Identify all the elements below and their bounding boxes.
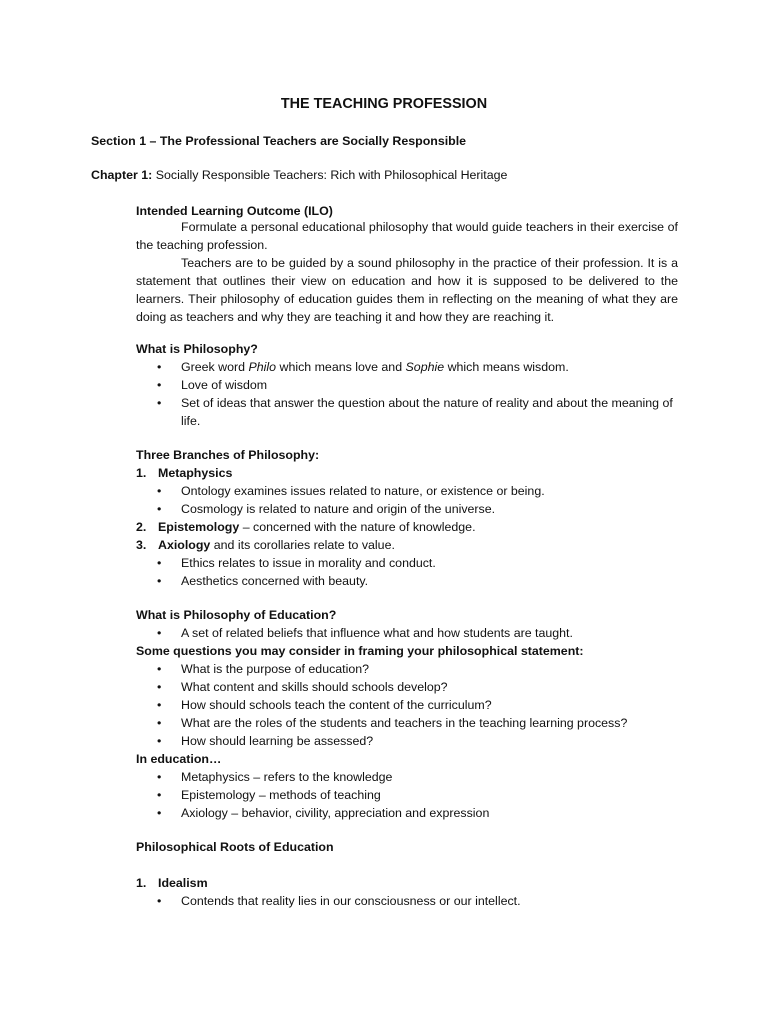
chapter-title: Socially Responsible Teachers: Rich with Philosophical Heritage <box>152 168 508 182</box>
list-item: • What are the roles of the students and teachers in the teaching learning process? <box>136 714 678 732</box>
in-education-list <box>136 768 678 822</box>
idealism-list <box>136 892 678 910</box>
list-item: • Ontology examines issues related to nature, or existence or being. <box>136 482 678 500</box>
document-title: THE TEACHING PROFESSION <box>280 96 488 112</box>
axiology-list <box>136 554 678 590</box>
list-item: • How should learning be assessed? <box>136 732 678 750</box>
list-item: • Greek word Philo which means love and Sophie which means wisdom. <box>136 358 678 376</box>
branches-block <box>136 464 678 590</box>
branch-metaphysics: 1. Metaphysics <box>136 466 233 480</box>
list-item: • What is the purpose of education? <box>136 660 678 678</box>
metaphysics-list <box>136 482 678 518</box>
list-item: • Epistemology – methods of teaching <box>136 786 678 804</box>
list-item: • A set of related beliefs that influence what and how students are taught. <box>136 624 678 642</box>
list-item: • Metaphysics – refers to the knowledge <box>136 768 678 786</box>
list-item: • Contends that reality lies in our consciousness or our intellect. <box>136 892 678 910</box>
ilo-paragraphs <box>136 218 678 326</box>
list-item: • Axiology – behavior, civility, appreciation and expression <box>136 804 678 822</box>
philosophy-heading: What is Philosophy? <box>136 342 258 356</box>
education-heading: What is Philosophy of Education? <box>136 608 337 622</box>
list-item: • Ethics relates to issue in morality and conduct. <box>136 554 678 572</box>
chapter-label: Chapter 1: <box>91 168 153 182</box>
questions-heading: Some questions you may consider in framing your philosophical statement: <box>136 644 584 658</box>
roots-heading: Philosophical Roots of Education <box>136 840 334 854</box>
section-heading: Section 1 – The Professional Teachers are Socially Responsible <box>91 134 467 148</box>
education-block <box>136 624 678 822</box>
in-education-heading: In education… <box>136 752 222 766</box>
philosophy-list <box>136 358 678 430</box>
branch-epistemology: 2. Epistemology – concerned with the nature of knowledge. <box>136 520 476 534</box>
ilo-paragraph-1: Formulate a personal educational philosophy that would guide teachers in their exercise of the teaching profession. <box>136 220 678 252</box>
chapter-heading <box>91 166 507 184</box>
list-item: • Set of ideas that answer the question about the nature of reality and about the meaning of life. <box>136 394 678 430</box>
branch-axiology: 3. Axiology and its corollaries relate to value. <box>136 538 395 552</box>
list-item: • Cosmology is related to nature and origin of the universe. <box>136 500 678 518</box>
list-item: • Aesthetics concerned with beauty. <box>136 572 678 590</box>
list-item: • What content and skills should schools develop? <box>136 678 678 696</box>
list-item: • How should schools teach the content of the curriculum? <box>136 696 678 714</box>
root-idealism: 1. Idealism <box>136 876 208 890</box>
questions-list <box>136 660 678 750</box>
branches-heading: Three Branches of Philosophy: <box>136 448 320 462</box>
education-list <box>136 624 678 642</box>
philosophy-list-block <box>136 358 678 430</box>
list-item: • Love of wisdom <box>136 376 678 394</box>
roots-block <box>136 874 678 910</box>
ilo-paragraph-2: Teachers are to be guided by a sound philosophy in the practice of their profession. It is a statement that outlines their view on education and how it is supposed to be delivered to the learners. Their philosophy of education guides them in reflecting on the meaning of what they are doing as teachers and why they are teaching it and how they are reaching it. <box>136 256 678 324</box>
ilo-heading: Intended Learning Outcome (ILO) <box>136 204 333 218</box>
